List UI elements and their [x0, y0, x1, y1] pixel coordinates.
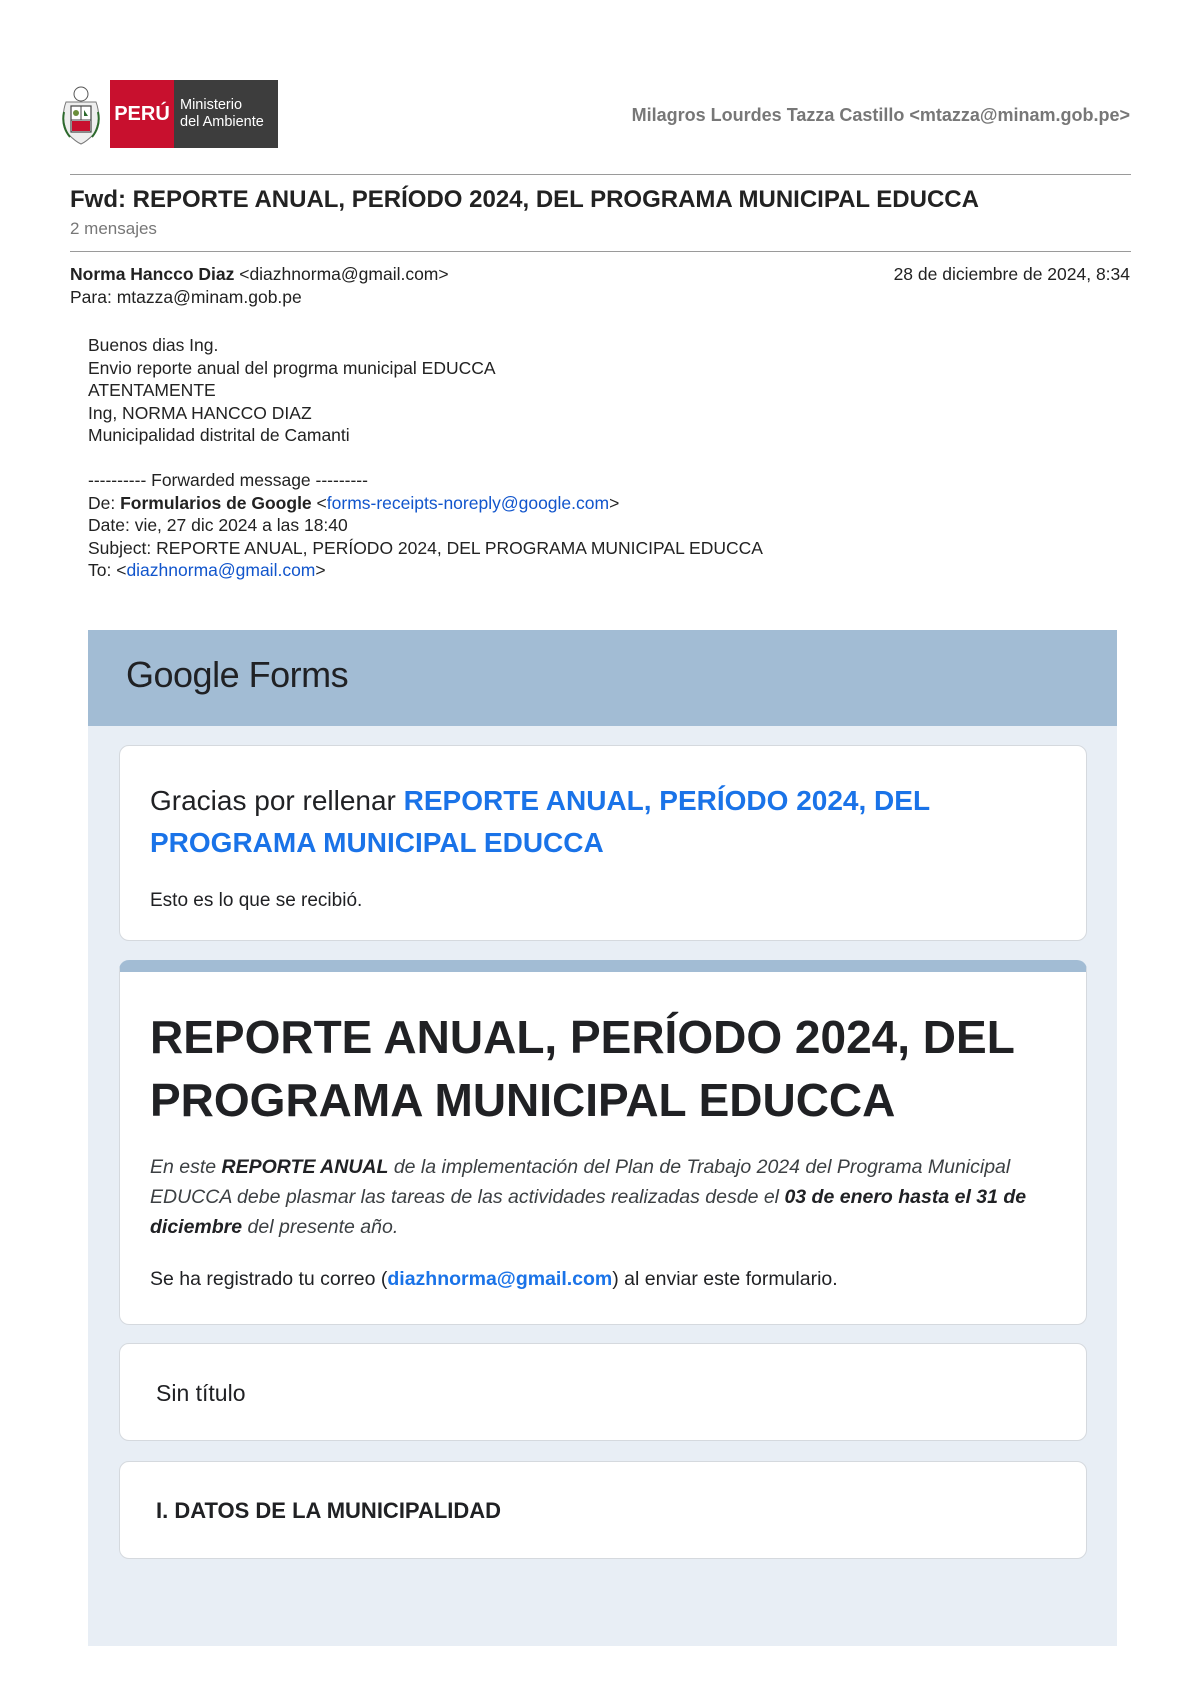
body-line: Ing, NORMA HANCCO DIAZ	[88, 402, 312, 423]
google-forms-receipt	[88, 630, 1117, 1646]
message-date: 28 de diciembre de 2024, 8:34	[893, 264, 1130, 284]
recipient: Para: mtazza@minam.gob.pe	[70, 287, 302, 307]
forward-date: Date: vie, 27 dic 2024 a las 18:40	[88, 515, 348, 535]
registered-email-note	[150, 1268, 838, 1291]
message-count: 2 mensajes	[70, 219, 157, 238]
forward-to-email-link[interactable]: diazhnorma@gmail.com	[126, 560, 316, 580]
forward-from	[88, 492, 763, 515]
untitled-section-card	[119, 1343, 1087, 1441]
section-title: I. DATOS DE LA MUNICIPALIDAD	[156, 1498, 502, 1523]
desc-text: de la implementación del Plan de Trabajo 2024 del Programa Municipal EDUCCA debe plasmar las tareas de las actividades realizadas desde el	[150, 1156, 1011, 1208]
received-note: Esto es lo que se recibió.	[150, 890, 363, 911]
form-title: REPORTE ANUAL, PERÍODO 2024, DEL PROGRAMA MUNICIPAL EDUCCA	[150, 1011, 1014, 1126]
peru-label: PERÚ	[110, 80, 174, 148]
divider	[70, 251, 1131, 252]
minam-logo	[58, 80, 278, 148]
google-wordmark: Google	[126, 654, 240, 695]
forward-subject: Subject: REPORTE ANUAL, PERÍODO 2024, DEL PROGRAMA MUNICIPAL EDUCCA	[88, 537, 763, 558]
body-line: Municipalidad distrital de Camanti	[88, 425, 350, 445]
sender	[70, 264, 449, 285]
thanks-form-title-link[interactable]: REPORTE ANUAL, PERÍODO 2024, DEL PROGRAMA MUNICIPAL EDUCCA	[150, 785, 930, 858]
desc-text: En este	[150, 1156, 222, 1178]
desc-text: del presente año.	[242, 1216, 399, 1238]
ministry-line-2: del Ambiente	[180, 114, 264, 130]
form-description	[150, 1152, 1055, 1242]
peru-coat-of-arms-icon	[58, 82, 104, 146]
account-owner: Milagros Lourdes Tazza Castillo <mtazza@minam.gob.pe>	[631, 105, 1130, 125]
forward-from-name: Formularios de Google	[120, 492, 312, 513]
untitled-section-title: Sin título	[156, 1380, 246, 1406]
ministry-label	[174, 80, 278, 148]
divider	[70, 174, 1131, 175]
forward-to-close: >	[315, 560, 326, 580]
thanks-message	[150, 780, 1050, 864]
forward-from-email-link[interactable]: forms-receipts-noreply@google.com	[326, 492, 610, 513]
desc-bold: REPORTE ANUAL	[221, 1156, 389, 1178]
thanks-card	[119, 745, 1087, 941]
body-line: Envio reporte anual del progrma municipal EDUCCA	[88, 357, 496, 378]
body-line: Buenos dias Ing.	[88, 335, 219, 355]
forward-from-close: >	[609, 492, 620, 513]
body-line: ATENTAMENTE	[88, 380, 216, 400]
registered-email[interactable]: diazhnorma@gmail.com	[387, 1268, 613, 1290]
thanks-prefix: Gracias por rellenar	[150, 785, 404, 816]
thread-subject: Fwd: REPORTE ANUAL, PERÍODO 2024, DEL PROGRAMA MUNICIPAL EDUCCA	[70, 186, 979, 213]
sender-name: Norma Hancco Diaz	[70, 264, 235, 284]
ministry-line-1: Ministerio	[180, 97, 243, 113]
forms-header	[88, 630, 1117, 726]
forward-from-label: De:	[88, 492, 121, 513]
registered-suffix: ) al enviar este formulario.	[612, 1268, 838, 1290]
forward-separator: ---------- Forwarded message ---------	[88, 470, 368, 490]
desc-bold: 03 de enero hasta el 31 de diciembre	[150, 1186, 1027, 1238]
registered-prefix: Se ha registrado tu correo (	[150, 1268, 388, 1290]
google-forms-logo	[126, 654, 348, 696]
message-body	[88, 334, 763, 582]
section-card	[119, 1461, 1087, 1559]
forms-wordmark: Forms	[239, 654, 349, 695]
forward-from-open: <	[311, 492, 327, 513]
forward-to-label: To: <	[88, 560, 127, 580]
sender-email: <diazhnorma@gmail.com>	[234, 264, 449, 284]
forward-to	[88, 559, 763, 582]
form-header-card	[119, 960, 1087, 1325]
